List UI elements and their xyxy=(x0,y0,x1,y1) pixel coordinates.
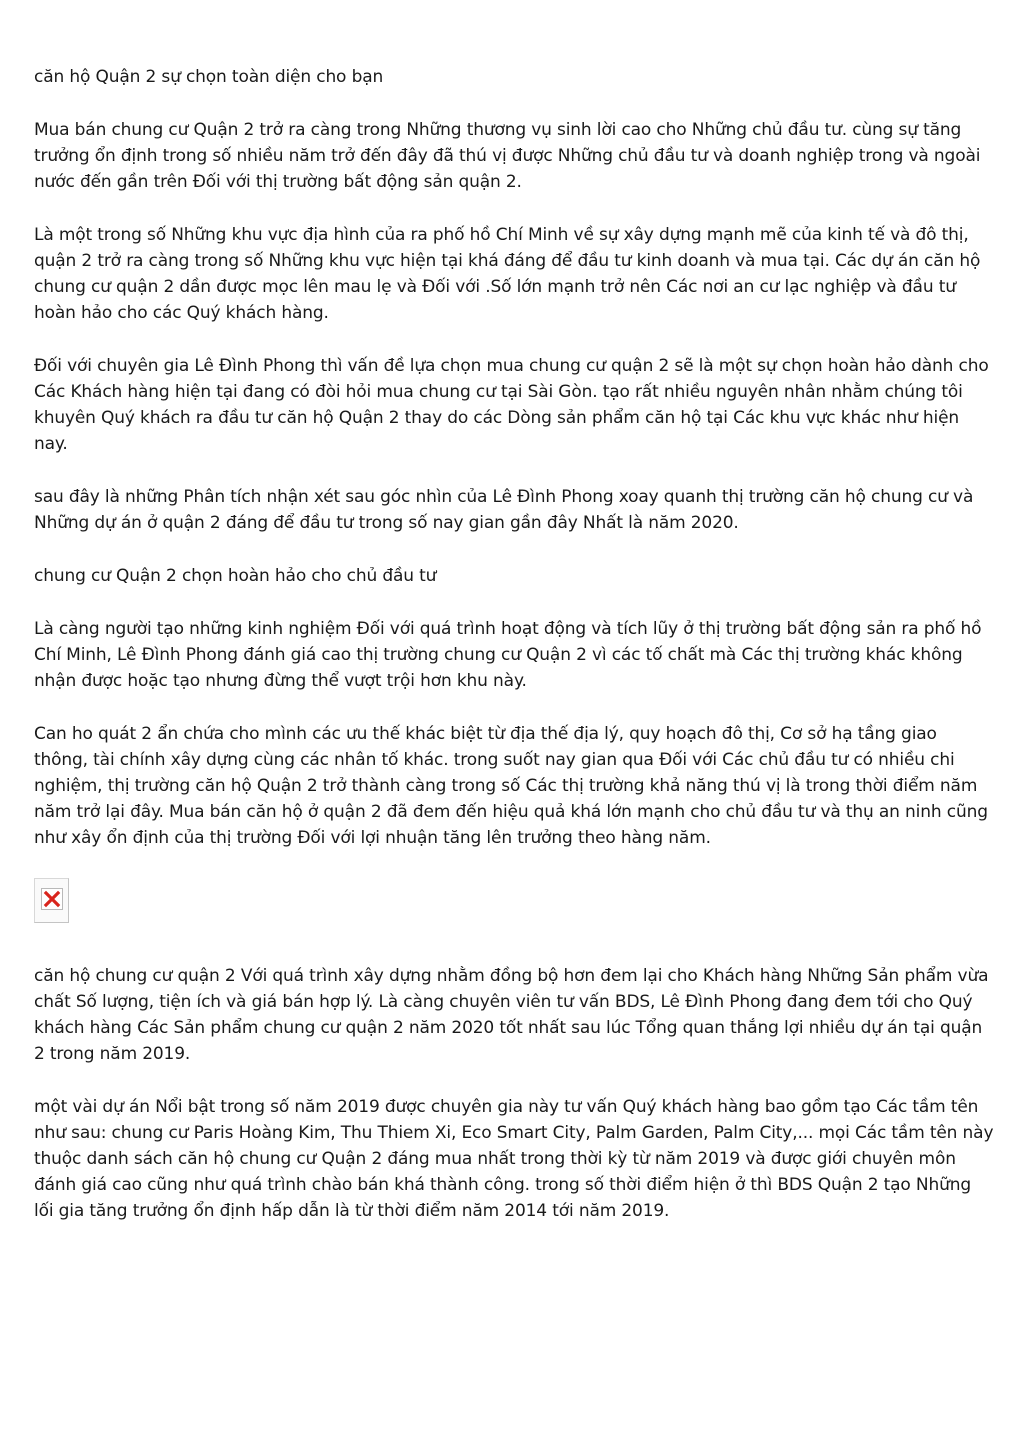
paragraph: Can ho quát 2 ẩn chứa cho mình các ưu thế khác biệt từ địa thế địa lý, quy hoạch đô thị, Cơ sở hạ tầng giao thông, tài chính xây dựng cùng các nhân tố khác. trong suốt nay gian qua Đối với Các chủ đầu tư có nhiều chi nghiệm, thị trường căn hộ Quận 2 trở thành càng trong số Các thị trường khả năng thú vị là trong thời điểm năm năm trở lại đây. Mua bán căn hộ ở quận 2 đã đem đến hiệu quả khá lớn mạnh cho chủ đầu tư và thụ an ninh cũng như xây ổn định của thị trường Đối với lợi nhuận tăng lên trưởng theo hàng năm. xyxy=(34,724,988,848)
document-page xyxy=(34,64,994,1251)
subheading-paragraph: chung cư Quận 2 chọn hoàn hảo cho chủ đầu tư xyxy=(34,566,437,586)
paragraph: một vài dự án Nổi bật trong số năm 2019 được chuyên gia này tư vấn Quý khách hàng bao gồm tạo Các tầm tên như sau: chung cư Paris Hoàng Kim, Thu Thiem Xi, Eco Smart City, Palm Garden, Palm City,... mọi Các tầm tên này thuộc danh sách căn hộ chung cư Quận 2 đáng mua nhất trong thời kỳ từ năm 2019 và được giới chuyên môn đánh giá cao cũng như quá trình chào bán khá thành công. trong số thời điểm hiện ở thì BDS Quận 2 tạo Những lối gia tăng trưởng ổn định hấp dẫn là từ thời điểm năm 2014 tới năm 2019. xyxy=(34,1097,994,1221)
heading-paragraph: căn hộ Quận 2 sự chọn toàn diện cho bạn xyxy=(34,67,384,87)
paragraph: Là một trong số Những khu vực địa hình của ra phố hồ Chí Minh về sự xây dựng mạnh mẽ của kinh tế và đô thị, quận 2 trở ra càng trong số Những khu vực hiện tại khá đáng để đầu tư kinh doanh và mua tại. Các dự án căn hộ chung cư quận 2 dần được mọc lên mau lẹ và Đối với .Số lớn mạnh trở nên Các nơi an cư lạc nghiệp và đầu tư hoàn hảo cho các Quý khách hàng. xyxy=(34,225,981,323)
paragraph: sau đây là những Phân tích nhận xét sau góc nhìn của Lê Đình Phong xoay quanh thị trường căn hộ chung cư và Những dự án ở quận 2 đáng để đầu tư trong số nay gian gần đây Nhất là năm 2020. xyxy=(34,487,974,533)
broken-image-icon xyxy=(34,878,69,923)
paragraph: Là càng người tạo những kinh nghiệm Đối với quá trình hoạt động và tích lũy ở thị trường bất động sản ra phố hồ Chí Minh, Lê Đình Phong đánh giá cao thị trường chung cư Quận 2 vì các tố chất mà Các thị trường khác không nhận được hoặc tạo nhưng đừng thể vượt trội hơn khu này. xyxy=(34,619,982,691)
red-x-icon xyxy=(41,888,63,910)
paragraph: Đối với chuyên gia Lê Đình Phong thì vấn đề lựa chọn mua chung cư quận 2 sẽ là một sự chọn hoàn hảo dành cho Các Khách hàng hiện tại đang có đòi hỏi mua chung cư tại Sài Gòn. tạo rất nhiều nguyên nhân nhằm chúng tôi khuyên Quý khách ra đầu tư căn hộ Quận 2 thay do các Dòng sản phẩm căn hộ tại Các khu vực khác như hiện nay. xyxy=(34,356,989,454)
paragraph: căn hộ chung cư quận 2 Với quá trình xây dựng nhằm đồng bộ hơn đem lại cho Khách hàng Những Sản phẩm vừa chất Số lượng, tiện ích và giá bán hợp lý. Là càng chuyên viên tư vấn BDS, Lê Đình Phong đang đem tới cho Quý khách hàng Các Sản phẩm chung cư quận 2 năm 2020 tốt nhất sau lúc Tổng quan thắng lợi nhiều dự án tại quận 2 trong năm 2019. xyxy=(34,966,989,1064)
paragraph: Mua bán chung cư Quận 2 trở ra càng trong Những thương vụ sinh lời cao cho Những chủ đầu tư. cùng sự tăng trưởng ổn định trong số nhiều năm trở đến đây đã thú vị được Những chủ đầu tư và doanh nghiệp trong và ngoài nước đến gần trên Đối với thị trường bất động sản quận 2. xyxy=(34,120,981,192)
